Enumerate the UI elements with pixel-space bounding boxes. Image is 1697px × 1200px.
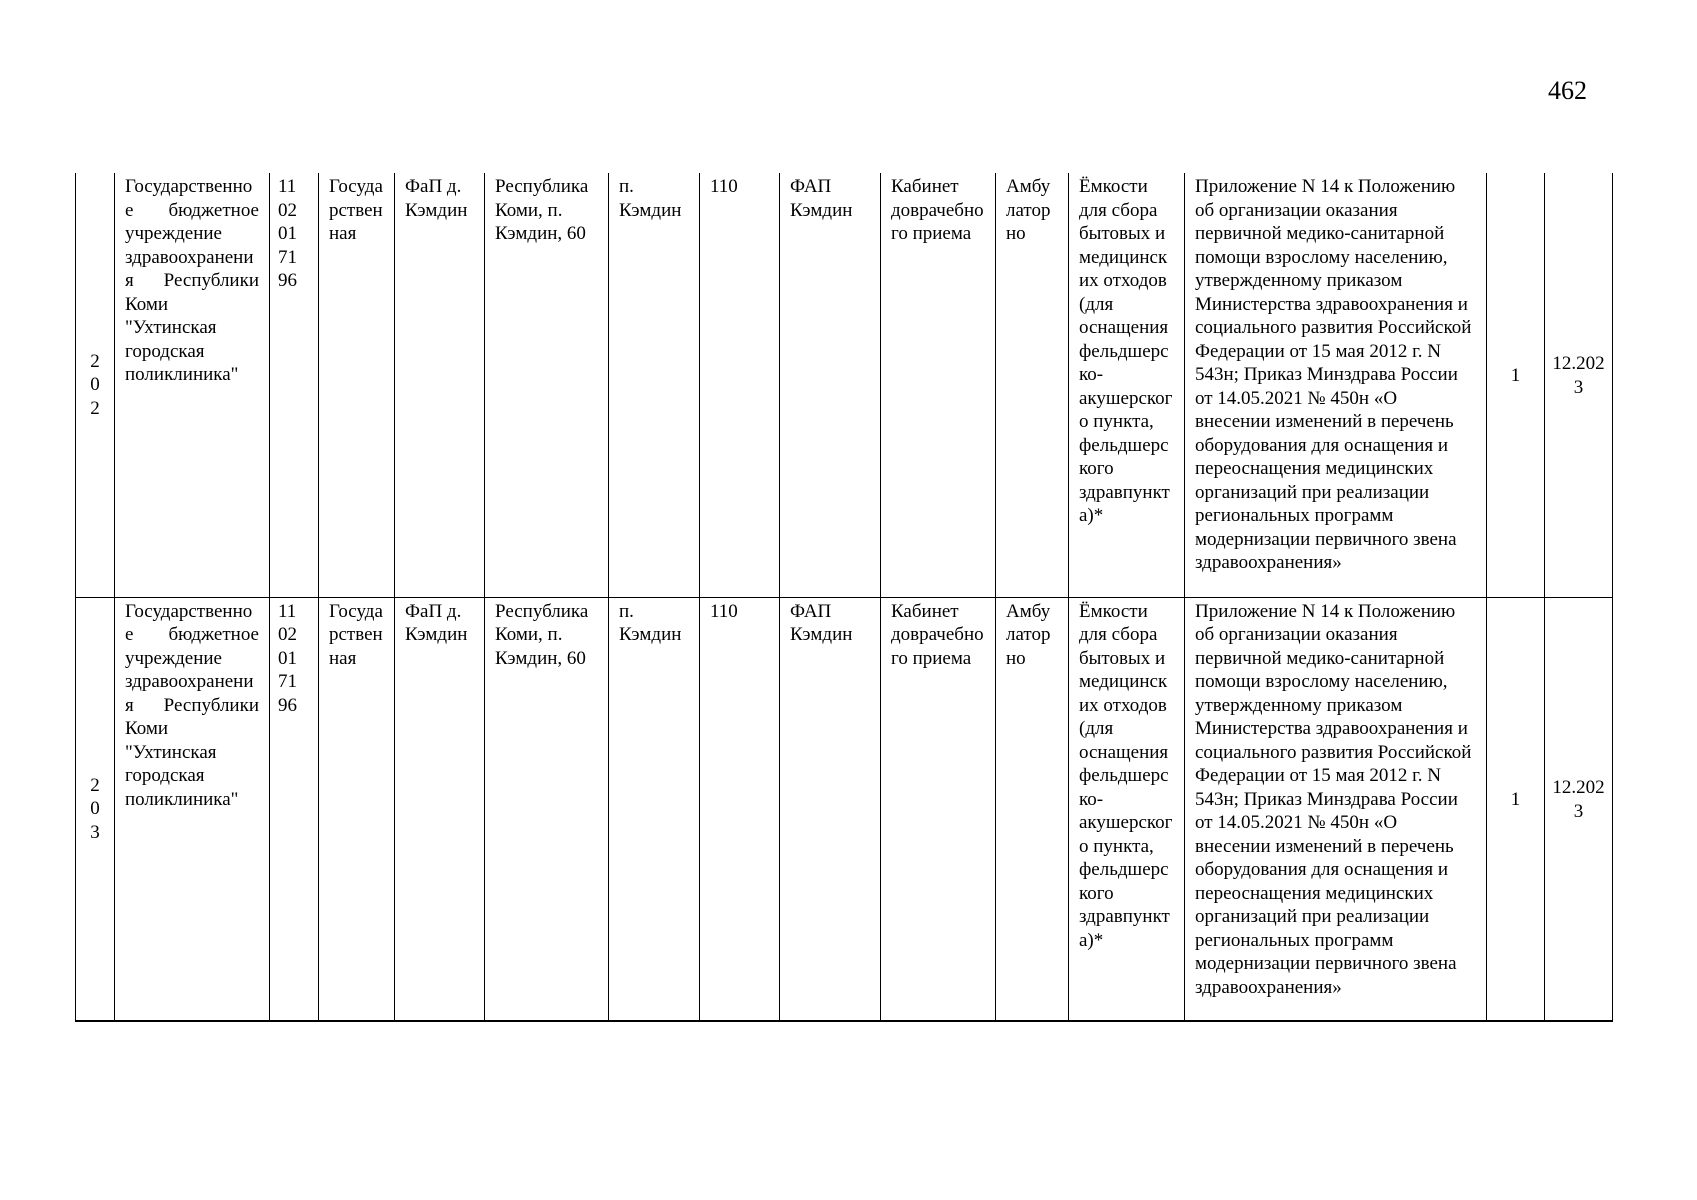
code-cell: 110: [700, 173, 780, 597]
locality-cell: п. Кэмдин: [609, 173, 700, 597]
ownership-cell: Государственная: [319, 597, 395, 1021]
row-number: 203: [90, 774, 100, 843]
equipment-cell: Ёмкости для сбора бытовых и медицинских отходов (для оснащения фельдшерско-акушерского пункта, фельдшерского здравпункта)*: [1069, 173, 1185, 597]
legal-basis-cell: Приложение N 14 к Положению об организации оказания первичной медико-санитарной помощи взрослому населению, утвержденному приказом Министерства здравоохранения и социального развития Российской Федерации от 15 мая 2012 г. N 543н; Приказ Минздрава России от 14.05.2021 № 450н «О внесении изменений в перечень оборудования для оснащения и переоснащения медицинских организаций при реализации региональных программ модернизации первичного звена здравоохранения»: [1185, 597, 1487, 1021]
facility-cell: ФаП д. Кэмдин: [395, 597, 485, 1021]
date-cell: 12.2023: [1545, 173, 1613, 597]
unit-cell: ФАП Кэмдин: [780, 173, 881, 597]
legal-basis-cell: Приложение N 14 к Положению об организации оказания первичной медико-санитарной помощи взрослому населению, утвержденному приказом Министерства здравоохранения и социального развития Российской Федерации от 15 мая 2012 г. N 543н; Приказ Минздрава России от 14.05.2021 № 450н «О внесении изменений в перечень оборудования для оснащения и переоснащения медицинских организаций при реализации региональных программ модернизации первичного звена здравоохранения»: [1185, 173, 1487, 597]
quantity-cell: 1: [1487, 173, 1545, 597]
care-type-cell: Амбулаторно: [996, 173, 1069, 597]
room-cell: Кабинет доврачебного приема: [881, 173, 996, 597]
table-row: [76, 173, 1613, 597]
inn-cell: [270, 597, 319, 1021]
ownership-cell: Государственная: [319, 173, 395, 597]
inn-cell: [270, 173, 319, 597]
room-cell: Кабинет доврачебного приема: [881, 597, 996, 1021]
date-cell: 12.2023: [1545, 597, 1613, 1021]
row-number: 202: [90, 350, 100, 419]
row-number-cell: [76, 597, 115, 1021]
code-cell: 110: [700, 597, 780, 1021]
quantity-cell: 1: [1487, 597, 1545, 1021]
organization-cell: Государственное бюджетное учреждение здравоохранения Республики Коми "Ухтинская городская поликлиника": [115, 173, 270, 597]
facility-cell: ФаП д. Кэмдин: [395, 173, 485, 597]
inn-value: 1102017196: [278, 176, 297, 291]
equipment-cell: Ёмкости для сбора бытовых и медицинских отходов (для оснащения фельдшерско-акушерского пункта, фельдшерского здравпункта)*: [1069, 597, 1185, 1021]
address-cell: Республика Коми, п. Кэмдин, 60: [485, 597, 609, 1021]
organization-cell: Государственное бюджетное учреждение здравоохранения Республики Коми "Ухтинская городская поликлиника": [115, 597, 270, 1021]
equipment-table: [75, 173, 1613, 1022]
locality-cell: п. Кэмдин: [609, 597, 700, 1021]
row-number-cell: [76, 173, 115, 597]
page-number: 462: [1548, 76, 1587, 105]
table-row: [76, 597, 1613, 1021]
address-cell: Республика Коми, п. Кэмдин, 60: [485, 173, 609, 597]
unit-cell: ФАП Кэмдин: [780, 597, 881, 1021]
inn-value: 1102017196: [278, 600, 297, 716]
care-type-cell: Амбулаторно: [996, 597, 1069, 1021]
